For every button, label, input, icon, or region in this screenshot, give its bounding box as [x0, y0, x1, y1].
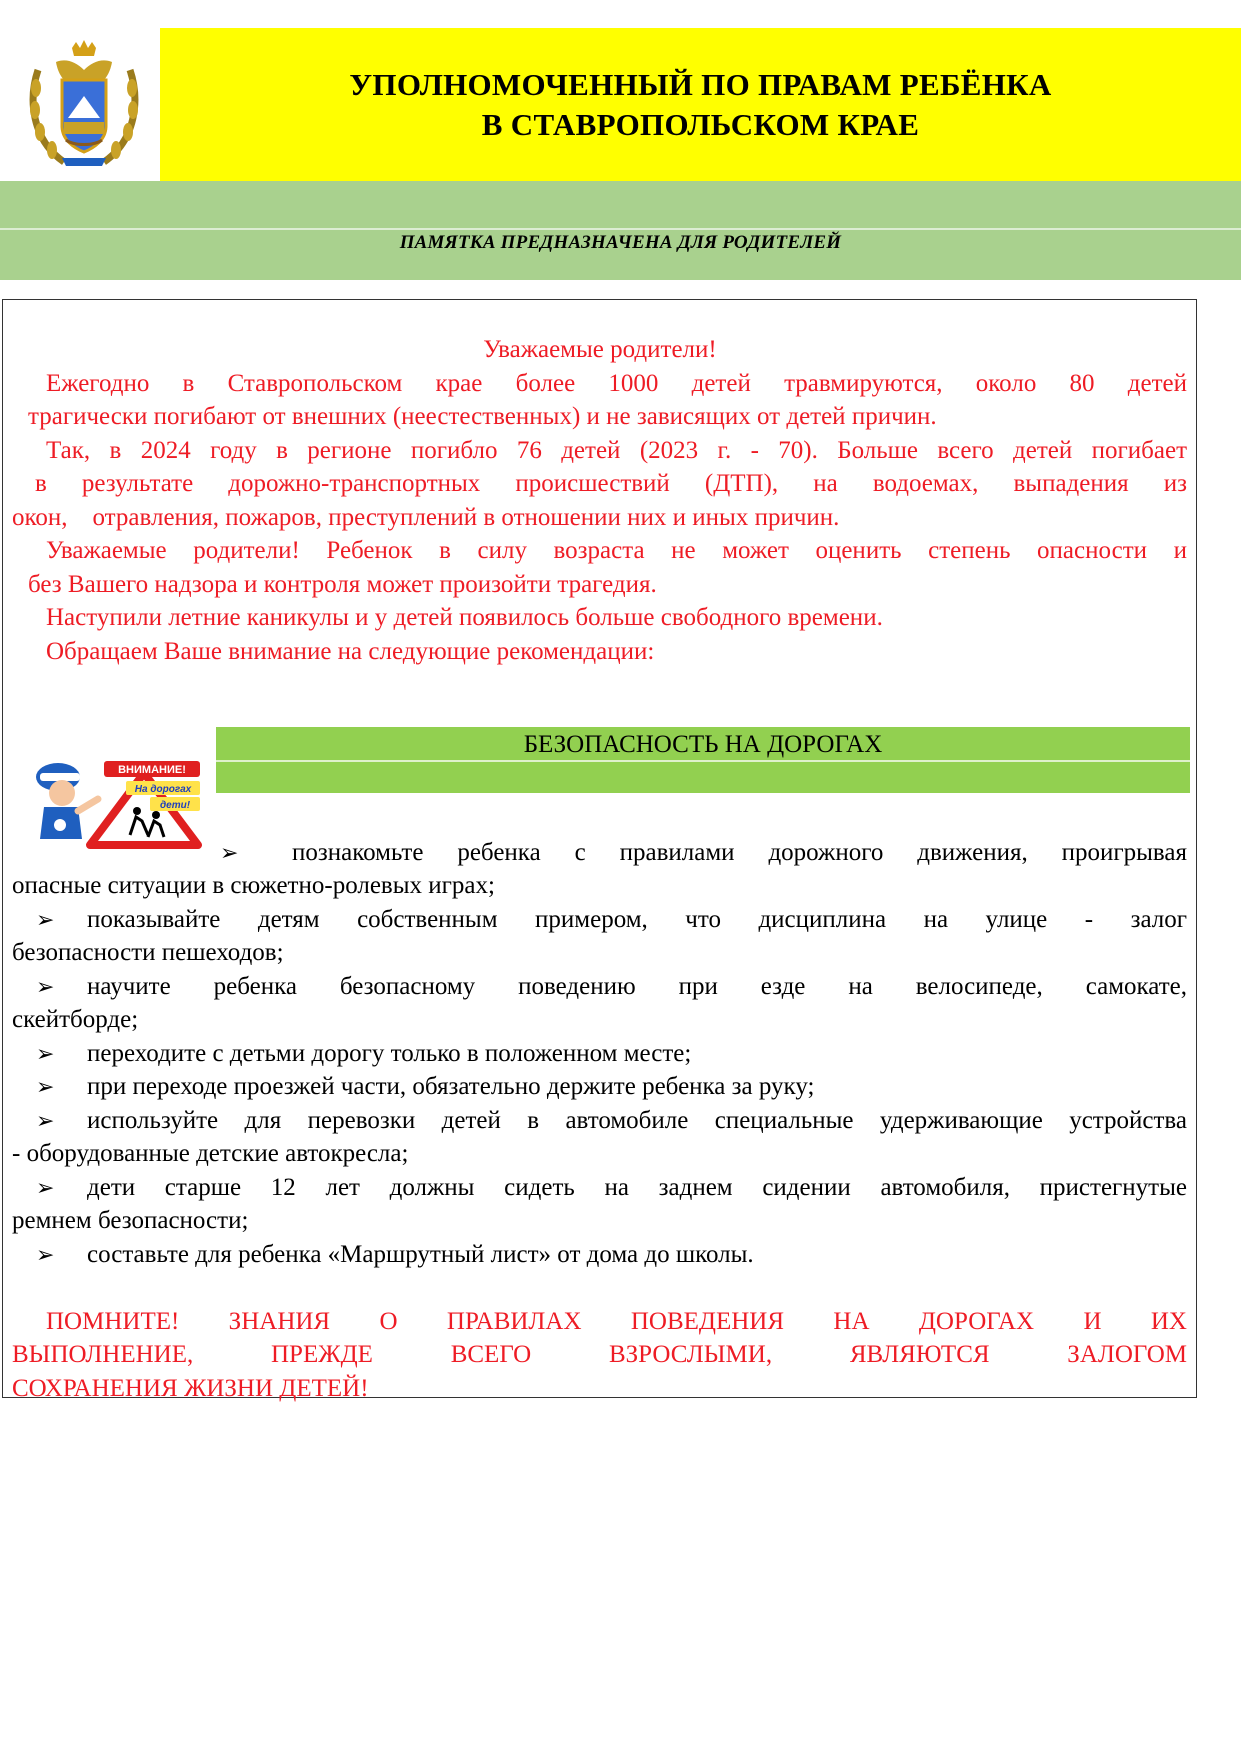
bullet-3-line-1: научите ребенка безопасному поведению при езде на велосипеде, самокате,: [87, 973, 1187, 1000]
section-title: БЕЗОПАСНОСТЬ НА ДОРОГАХ: [523, 731, 883, 758]
header-title-line-2: В СТАВРОПОЛЬСКОМ КРАЕ: [481, 106, 920, 142]
arrowhead-bullet-icon: ➢: [36, 907, 55, 932]
intro-paragraph-3-line-1: Уважаемые родители! Ребенок в силу возраста не может оценить степень опасности и: [46, 537, 1187, 564]
bullet-1-line-1: познакомьте ребенка с правилами дорожного движения, проигрывая: [292, 839, 1187, 866]
sign-text-on-roads: На дорогах: [134, 784, 192, 795]
bullet-1-line-2: опасные ситуации в сюжетно-ролевых играх;: [12, 872, 495, 899]
closing-line-2: ВЫПОЛНЕНИЕ, ПРЕЖДЕ ВСЕГО ВЗРОСЛЫМИ, ЯВЛЯЮТСЯ ЗАЛОГОМ: [12, 1341, 1187, 1368]
memo-caption: ПАМЯТКА ПРЕДНАЗНАЧЕНА ДЛЯ РОДИТЕЛЕЙ: [399, 232, 842, 253]
arrowhead-bullet-icon: ➢: [36, 974, 55, 999]
stavropol-coat-of-arms-icon: [24, 40, 144, 170]
crest-cell: [0, 28, 160, 181]
intro-paragraph-3-line-2: без Вашего надзора и контроля может произойти трагедия.: [28, 571, 657, 598]
intro-paragraph-1-line-1: Ежегодно в Ставропольском крае более 1000 детей травмируются, около 80 детей: [46, 370, 1187, 397]
children-on-road-warning-icon: [30, 755, 202, 850]
sign-text-children: дети!: [159, 800, 191, 811]
intro-paragraph-2-line-1: Так, в 2024 году в регионе погибло 76 детей (2023 г. - 70). Больше всего детей погибает: [46, 437, 1187, 464]
intro-paragraph-5: Обращаем Ваше внимание на следующие рекомендации:: [46, 638, 655, 665]
intro-paragraph-2-line-3: окон, отравления, пожаров, преступлений в отношении них и иных причин.: [12, 504, 840, 531]
arrowhead-bullet-icon: ➢: [36, 1242, 55, 1267]
arrowhead-bullet-icon: ➢: [36, 1175, 55, 1200]
header: [0, 28, 1241, 181]
intro-paragraph-1-line-2: трагически погибают от внешних (неестественных) и не зависящих от детей причин.: [28, 403, 937, 430]
bullet-8: составьте для ребенка «Маршрутный лист» от дома до школы.: [87, 1241, 754, 1268]
closing-line-1: ПОМНИТЕ! ЗНАНИЯ О ПРАВИЛАХ ПОВЕДЕНИЯ НА ДОРОГАХ И ИХ: [46, 1308, 1187, 1335]
bullet-6-line-2: - оборудованные детские автокресла;: [12, 1140, 409, 1167]
bullet-2-line-2: безопасности пешеходов;: [12, 939, 284, 966]
bullet-7-line-1: дети старше 12 лет должны сидеть на заднем сидении автомобиля, пристегнутые: [87, 1174, 1187, 1201]
memo-band: [0, 181, 1241, 280]
arrowhead-bullet-icon: ➢: [36, 1041, 55, 1066]
sign-text-warning: ВНИМАНИЕ!: [118, 764, 186, 776]
intro-paragraph-2-line-2: в результате дорожно-транспортных происшествий (ДТП), на водоемах, выпадения из: [35, 470, 1187, 497]
intro-paragraph-4: Наступили летние каникулы и у детей появилось больше свободного времени.: [46, 604, 883, 631]
bullet-2-line-1: показывайте детям собственным примером, что дисциплина на улице - залог: [87, 906, 1187, 933]
header-title-block: [160, 28, 1241, 181]
arrowhead-bullet-icon: ➢: [36, 1074, 55, 1099]
bullet-6-line-1: используйте для перевозки детей в автомобиле специальные удерживающие устройства: [87, 1107, 1187, 1134]
bullet-5: при переходе проезжей части, обязательно держите ребенка за руку;: [87, 1073, 815, 1100]
bullet-7-line-2: ремнем безопасности;: [12, 1207, 249, 1234]
greeting: Уважаемые родители!: [483, 336, 717, 363]
bullet-3-line-2: скейтборде;: [12, 1006, 139, 1033]
closing-line-3: СОХРАНЕНИЯ ЖИЗНИ ДЕТЕЙ!: [12, 1375, 369, 1402]
memo-band-divider: [0, 228, 1241, 230]
arrowhead-bullet-icon: ➢: [220, 840, 239, 865]
arrowhead-bullet-icon: ➢: [36, 1108, 55, 1133]
header-title-line-1: УПОЛНОМОЧЕННЫЙ ПО ПРАВАМ РЕБЁНКА: [349, 66, 1052, 102]
bullet-4: переходите с детьми дорогу только в положенном месте;: [87, 1040, 692, 1067]
